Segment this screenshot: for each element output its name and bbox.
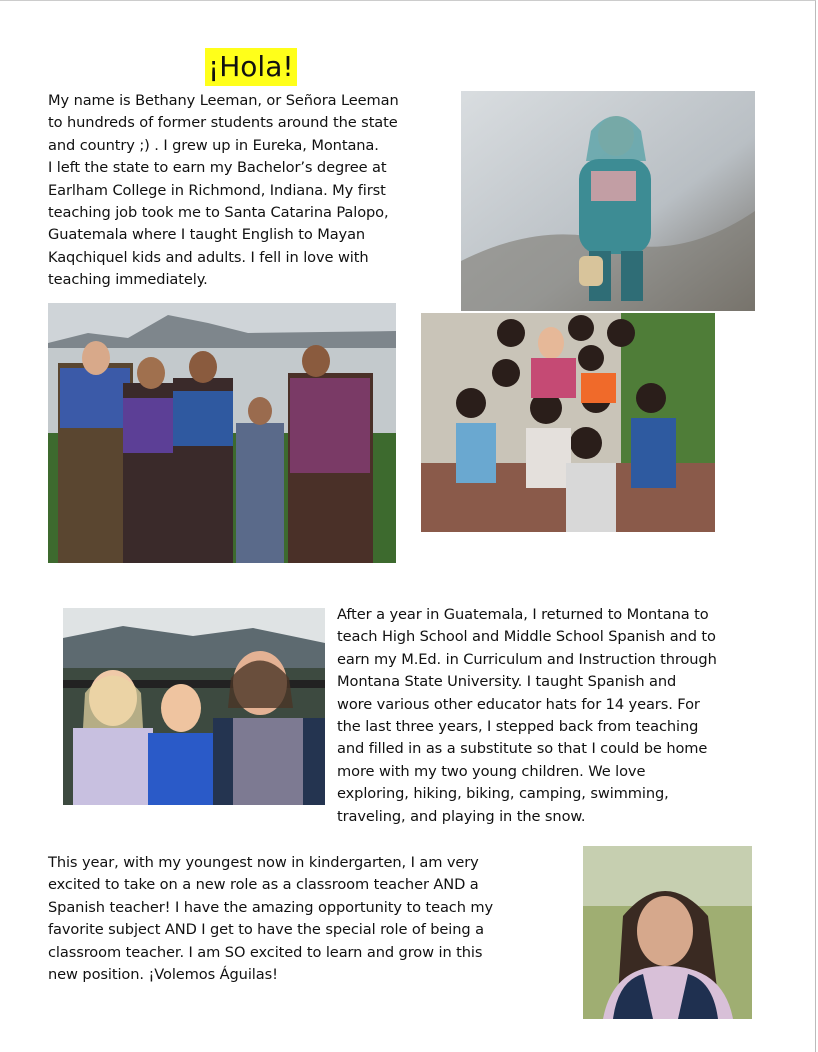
paragraph-line: more with my two young children. We love xyxy=(337,762,646,780)
intro-paragraph xyxy=(48,90,399,292)
paragraph-line: to hundreds of former students around the state xyxy=(48,114,398,132)
paragraph-line: Kaqchiquel kids and adults. I fell in love with xyxy=(48,248,369,266)
paragraph-line: teach High School and Middle School Spanish and to xyxy=(337,628,716,646)
paragraph-line: After a year in Guatemala, I returned to Montana to xyxy=(337,606,709,623)
page-title: ¡Hola! xyxy=(205,48,297,86)
paragraph-line: favorite subject AND I get to have the special role of being a xyxy=(48,921,484,939)
paragraph-line: excited to take on a new role as a classroom teacher AND a xyxy=(48,876,479,894)
paragraph-line: exploring, hiking, biking, camping, swimming, xyxy=(337,785,669,803)
paragraph-line: Guatemala where I taught English to Mayan xyxy=(48,226,366,244)
paragraph-line: classroom teacher. I am SO excited to learn and grow in this xyxy=(48,943,483,961)
paragraph-line: wore various other educator hats for 14 years. For xyxy=(337,695,700,713)
paragraph-line: My name is Bethany Leeman, or Señora Leeman xyxy=(48,92,399,109)
this-year-paragraph xyxy=(48,852,493,986)
paragraph-line: teaching job took me to Santa Catarina Palopo, xyxy=(48,203,389,221)
family-selfie-photo xyxy=(63,608,325,805)
childhood-snow-photo xyxy=(461,91,755,311)
paragraph-line: Spanish teacher! I have the amazing opportunity to teach my xyxy=(48,898,494,916)
paragraph-line: I left the state to earn my Bachelor’s degree at xyxy=(48,159,387,177)
paragraph-line: This year, with my youngest now in kindergarten, I am very xyxy=(48,854,479,871)
paragraph-line: and filled in as a substitute so that I could be home xyxy=(337,740,708,758)
montana-paragraph xyxy=(337,604,717,828)
paragraph-line: teaching immediately. xyxy=(48,271,208,289)
classroom-kids-photo xyxy=(421,313,715,532)
paragraph-line: traveling, and playing in the snow. xyxy=(337,807,586,825)
paragraph-line: Montana State University. I taught Spanish and xyxy=(337,673,677,691)
paragraph-line: the last three years, I stepped back from teaching xyxy=(337,717,699,735)
portrait-photo xyxy=(583,846,752,1019)
guatemala-lake-group-photo xyxy=(48,303,396,563)
paragraph-line: and country ;) . I grew up in Eureka, Montana. xyxy=(48,136,379,154)
paragraph-line: Earlham College in Richmond, Indiana. My first xyxy=(48,181,386,199)
paragraph-line: earn my M.Ed. in Curriculum and Instruction through xyxy=(337,650,717,668)
paragraph-line: new position. ¡Volemos Águilas! xyxy=(48,965,278,983)
